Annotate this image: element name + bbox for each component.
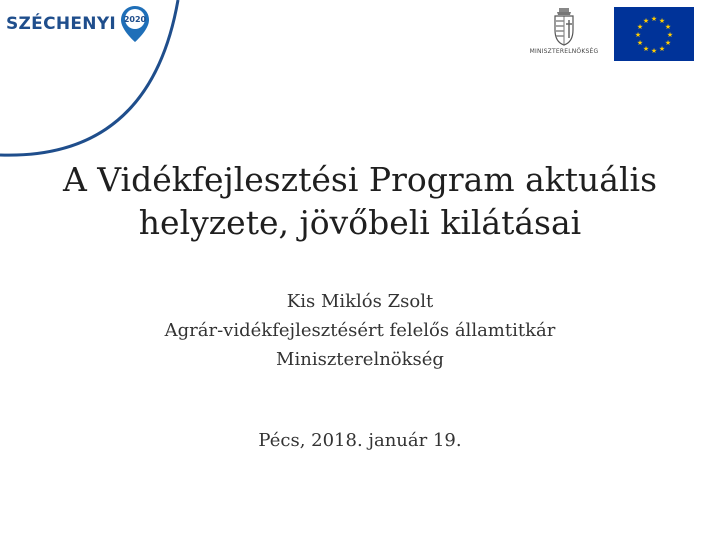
ministry-logo xyxy=(524,8,604,55)
event-date-place: Pécs, 2018. január 19. xyxy=(258,430,462,451)
svg-text:★: ★ xyxy=(650,47,658,55)
szechenyi-logo-text: SZÉCHENYI xyxy=(6,14,117,34)
svg-text:★: ★ xyxy=(636,23,644,31)
svg-text:★: ★ xyxy=(634,31,642,39)
ministry-logo-text: MINISZTERELNÖKSÉG xyxy=(529,48,599,55)
logo-year-text: 2020 xyxy=(123,15,147,24)
coat-of-arms-icon xyxy=(553,8,575,46)
eu-flag-icon xyxy=(614,7,694,61)
presenter-name: Kis Miklós Zsolt xyxy=(286,291,434,312)
presenter-block xyxy=(60,287,660,374)
svg-text:★: ★ xyxy=(642,17,650,25)
svg-text:★: ★ xyxy=(658,45,666,53)
szechenyi-2020-logo xyxy=(6,6,150,42)
svg-text:★: ★ xyxy=(664,23,672,31)
slide-title xyxy=(20,158,700,244)
slide-title-line-2: helyzete, jövőbeli kilátásai xyxy=(138,203,582,242)
svg-text:★: ★ xyxy=(642,45,650,53)
presenter-organization: Miniszterelnökség xyxy=(276,349,444,370)
svg-text:★: ★ xyxy=(650,15,658,23)
slide-title-line-1: A Vidékfejlesztési Program aktuális xyxy=(62,160,658,199)
svg-text:★: ★ xyxy=(666,31,674,39)
location-pin-icon xyxy=(120,5,150,43)
svg-text:★: ★ xyxy=(636,39,644,47)
svg-text:★: ★ xyxy=(658,17,666,25)
svg-text:★: ★ xyxy=(664,39,672,47)
presenter-role: Agrár-vidékfejlesztésért felelős államtitkár xyxy=(164,320,556,341)
